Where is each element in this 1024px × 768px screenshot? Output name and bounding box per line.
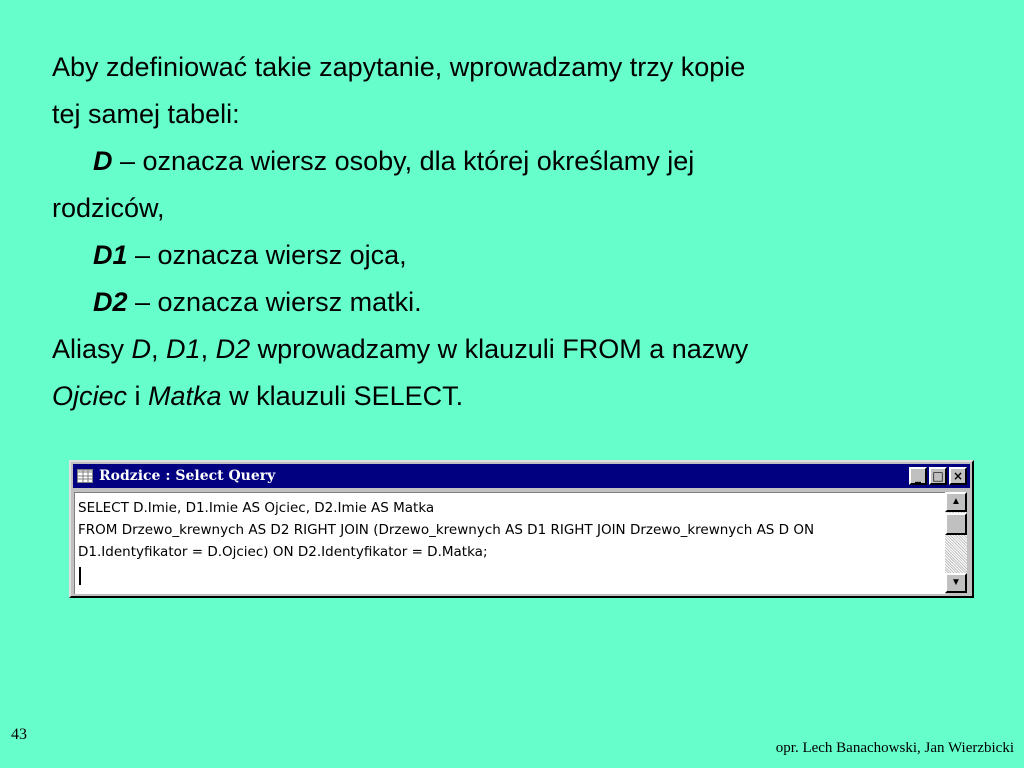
page-number: 43 xyxy=(11,726,27,743)
arrow-up-icon: ▲ xyxy=(951,496,961,507)
scroll-up-button[interactable] xyxy=(945,492,967,512)
select-names-line xyxy=(52,373,972,420)
aliases-line xyxy=(52,326,972,373)
alias-d: D xyxy=(93,146,113,176)
window-title: Rodzice : Select Query xyxy=(99,468,276,484)
aliases-d2: D2 xyxy=(215,334,251,364)
sql-editor[interactable] xyxy=(74,492,945,594)
intro-line-2: tej samej tabeli: xyxy=(52,99,240,129)
author-credit: opr. Lech Banachowski, Jan Wierzbicki xyxy=(775,740,1014,756)
definition-d-continued: rodziców, xyxy=(52,193,165,223)
aliases-d1: D1 xyxy=(166,334,201,364)
aliases-d: D xyxy=(131,334,152,364)
alias-d2: D2 xyxy=(93,287,128,317)
intro-line-1: Aby zdefiniować takie zapytanie, wprowadzamy trzy kopie xyxy=(52,52,746,82)
definition-d2 xyxy=(52,279,972,326)
name-ojciec: Ojciec xyxy=(52,381,128,411)
maximize-button[interactable]: □ xyxy=(929,467,947,485)
definition-d2-text: – oznacza wiersz matki. xyxy=(127,287,422,317)
vertical-scrollbar[interactable] xyxy=(945,492,967,593)
datasheet-icon[interactable] xyxy=(77,469,93,483)
select-query-window xyxy=(69,460,974,598)
aliases-comma-2: , xyxy=(200,334,216,364)
aliases-prefix: Aliasy xyxy=(52,334,132,364)
select-suffix: w klauzuli SELECT. xyxy=(221,381,464,411)
definition-d1-text: – oznacza wiersz ojca, xyxy=(127,240,407,270)
alias-d1: D1 xyxy=(93,240,128,270)
close-button[interactable]: × xyxy=(949,467,967,485)
sql-line-2: FROM Drzewo_krewnych AS D2 RIGHT JOIN (Drzewo_krewnych AS D1 RIGHT JOIN Drzewo_krewnych AS D ON xyxy=(78,522,815,538)
sql-line-1: SELECT D.Imie, D1.Imie AS Ojciec, D2.Imie AS Matka xyxy=(78,500,435,516)
aliases-comma-1: , xyxy=(151,334,167,364)
window-titlebar[interactable] xyxy=(73,464,970,488)
scroll-thumb[interactable] xyxy=(945,513,967,535)
aliases-suffix: wprowadzamy w klauzuli FROM a nazwy xyxy=(250,334,749,364)
scroll-down-button[interactable] xyxy=(945,573,967,593)
definition-d xyxy=(52,138,972,185)
definition-d1 xyxy=(52,232,972,279)
minimize-button[interactable]: _ xyxy=(909,467,927,485)
slide-body xyxy=(52,44,972,420)
sql-line-3: D1.Identyfikator = D.Ojciec) ON D2.Identyfikator = D.Matka; xyxy=(78,544,488,560)
text-caret xyxy=(79,567,81,585)
sql-text xyxy=(78,497,814,563)
name-matka: Matka xyxy=(148,381,222,411)
arrow-down-icon: ▼ xyxy=(951,577,961,588)
definition-d-text: – oznacza wiersz osoby, dla której określamy jej xyxy=(112,146,695,176)
conjunction-i: i xyxy=(127,381,149,411)
